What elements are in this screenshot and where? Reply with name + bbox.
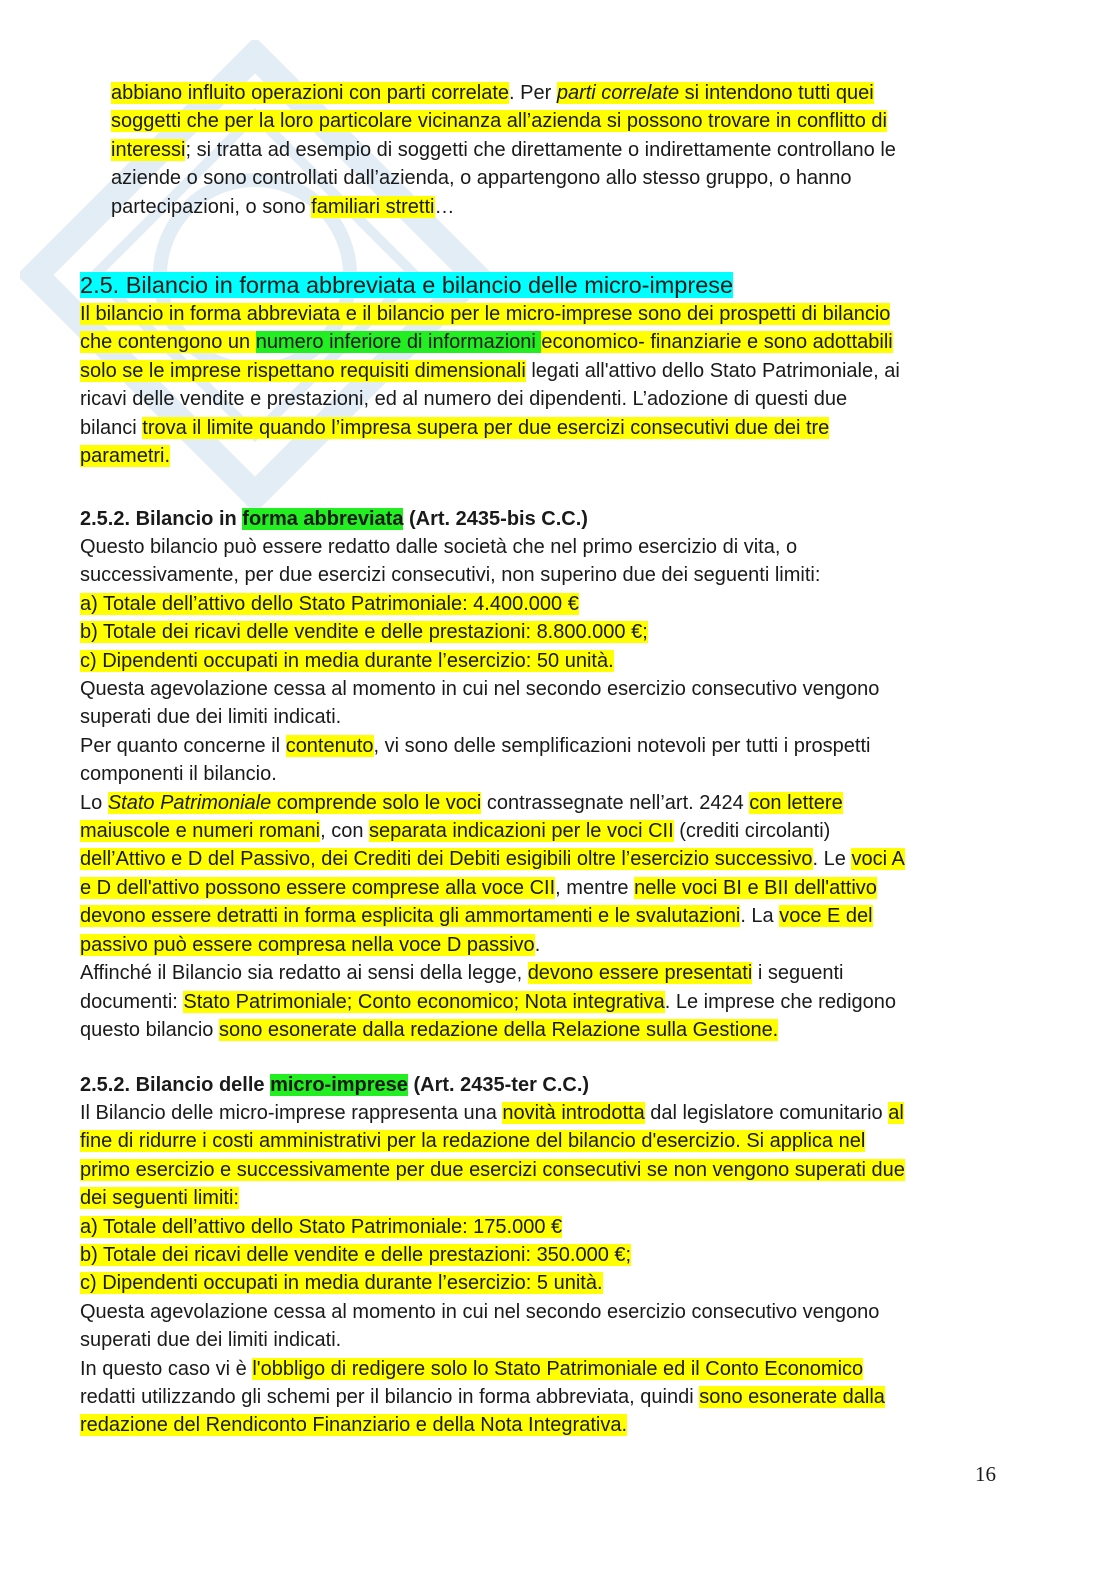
highlight: familiari stretti xyxy=(311,195,435,218)
text: contrassegnate nell’art. 2424 xyxy=(481,791,750,814)
highlight: contenuto xyxy=(285,734,374,757)
text-line xyxy=(80,1127,1020,1155)
text-line xyxy=(80,817,1020,845)
text-line xyxy=(80,1099,1020,1127)
text: 2.5.2. Bilancio in xyxy=(80,508,243,530)
highlight: Stato Patrimoniale; Conto economico; Nota integrativa xyxy=(183,990,665,1013)
highlight: voci A xyxy=(851,848,905,871)
text-line: superati due dei limiti indicati. xyxy=(80,706,342,729)
text-line xyxy=(111,193,1011,221)
text: Per quanto concerne il xyxy=(80,734,286,757)
text-line: aziende o sono controllati dall’azienda, o appartengono allo stesso gruppo, o hanno xyxy=(111,167,852,190)
list-item xyxy=(80,1269,1020,1297)
text: (Art. 2435-bis C.C.) xyxy=(403,508,588,530)
text: legati all'attivo dello Stato Patrimoniale, ai xyxy=(525,359,900,382)
text: Il Bilancio delle micro-imprese rappresenta una xyxy=(80,1102,503,1124)
highlight: trova il limite quando l’impresa supera per due esercizi consecutivi due dei tre xyxy=(142,416,830,439)
text-line xyxy=(80,931,1020,959)
highlight: solo se le imprese rispettano requisiti dimensionali xyxy=(80,359,526,382)
subsection-title xyxy=(80,505,1020,533)
text-line xyxy=(80,1156,1020,1184)
highlight: a) Totale dell’attivo dello Stato Patrimoniale: 4.400.000 € xyxy=(80,592,579,615)
highlight: separata indicazioni per le voci CII xyxy=(369,820,674,843)
highlight: primo esercizio e successivamente per due esercizi consecutivi se non vengono superati due xyxy=(80,1158,905,1181)
text: . xyxy=(534,933,541,956)
text: Affinché il Bilancio sia redatto ai sensi della legge, xyxy=(80,962,528,985)
text: documenti: xyxy=(80,990,184,1013)
text-line xyxy=(80,1016,1020,1044)
text-line xyxy=(80,1383,1020,1411)
highlight: economico- finanziarie e sono adottabili xyxy=(541,331,893,354)
page-number: 16 xyxy=(975,1462,996,1486)
highlight: nelle voci BI e BII dell'attivo xyxy=(634,876,877,899)
list-item xyxy=(80,618,1020,646)
text-line xyxy=(80,732,1020,760)
section-2-5-2-micro-imprese xyxy=(80,1071,1020,1440)
section-title xyxy=(80,270,1020,300)
text: , con xyxy=(320,820,370,843)
text-line xyxy=(80,1411,1020,1439)
text-line xyxy=(80,357,1020,385)
text-line: successivamente, per due esercizi consecutivi, non superino due dei seguenti limiti: xyxy=(80,564,821,587)
highlight: interessi xyxy=(111,138,186,161)
text-line: Questa agevolazione cessa al momento in cui nel secondo esercizio consecutivo vengono xyxy=(80,1300,880,1323)
text-line xyxy=(80,1184,1020,1212)
highlight: passivo può essere compresa nella voce D passivo xyxy=(80,933,535,956)
highlight: redazione del Rendiconto Finanziario e della Nota Integrativa. xyxy=(80,1414,628,1437)
text: (Art. 2435-ter C.C.) xyxy=(407,1074,590,1096)
highlight: b) Totale dei ricavi delle vendite e delle prestazioni: 350.000 €; xyxy=(80,1244,632,1267)
highlight: devono essere detratti in forma esplicita gli ammortamenti e le svalutazioni xyxy=(80,905,741,928)
text-line: Questa agevolazione cessa al momento in cui nel secondo esercizio consecutivo vengono xyxy=(80,678,880,701)
highlight: c) Dipendenti occupati in media durante l’esercizio: 50 unità. xyxy=(80,649,614,672)
text-line xyxy=(80,300,1020,328)
text: bilanci xyxy=(80,416,143,439)
text-line: componenti il bilancio. xyxy=(80,763,277,786)
highlight: abbiano influito operazioni con parti correlate xyxy=(111,82,510,104)
text-line xyxy=(111,79,1011,107)
highlight: fine di ridurre i costi amministrativi per la redazione del bilancio d'esercizio. Si applica nel xyxy=(80,1130,866,1153)
list-item xyxy=(80,1213,1020,1241)
text-line xyxy=(80,328,1020,356)
list-item xyxy=(80,647,1020,675)
highlight: voce E del xyxy=(779,905,873,928)
text: . Per xyxy=(509,82,557,104)
text: … xyxy=(434,195,455,218)
highlight: al xyxy=(888,1102,904,1124)
highlight: sono esonerate dalla redazione della Relazione sulla Gestione. xyxy=(218,1018,779,1041)
highlight: e D dell'attivo possono essere comprese alla voce CII xyxy=(80,876,556,899)
highlight: si intendono tutti quei xyxy=(679,82,874,104)
text: , vi sono delle semplificazioni notevoli per tutti i prospetti xyxy=(373,734,871,757)
section-title-text: 2.5. Bilancio in forma abbreviata e bilancio delle micro-imprese xyxy=(80,272,734,298)
text-line xyxy=(80,874,1020,902)
text-line: superati due dei limiti indicati. xyxy=(80,1329,342,1352)
highlight: l'obbligo di redigere solo lo Stato Patrimoniale ed il Conto Economico xyxy=(252,1357,864,1380)
highlight: devono essere presentati xyxy=(527,962,753,985)
green-highlight: forma abbreviata xyxy=(242,508,404,530)
text-line: ricavi delle vendite e prestazioni, ed al numero dei dipendenti. L’adozione di questi due xyxy=(80,388,848,411)
highlight: a) Totale dell’attivo dello Stato Patrimoniale: 175.000 € xyxy=(80,1215,563,1238)
text: Lo xyxy=(80,791,108,814)
highlight: soggetti che per la loro particolare vicinanza all’azienda si possono trovare in conflitto di xyxy=(111,110,887,133)
intro-paragraph xyxy=(111,79,1011,221)
highlight: che contengono un xyxy=(80,331,256,354)
text: redatti utilizzando gli schemi per il bilancio in forma abbreviata, quindi xyxy=(80,1386,700,1409)
text: partecipazioni, o sono xyxy=(111,195,312,218)
text: , mentre xyxy=(555,876,635,899)
highlight: b) Totale dei ricavi delle vendite e delle prestazioni: 8.800.000 €; xyxy=(80,621,648,644)
text-line xyxy=(80,902,1020,930)
highlight: sono esonerate dalla xyxy=(699,1386,885,1409)
text: 2.5.2. Bilancio delle xyxy=(80,1074,271,1096)
text-line xyxy=(80,442,1020,470)
list-item xyxy=(80,1241,1020,1269)
highlight: Il bilancio in forma abbreviata e il bilancio per le micro-imprese sono dei prospetti di bilancio xyxy=(80,303,891,325)
green-highlight: micro-imprese xyxy=(270,1074,408,1096)
text-line xyxy=(80,1355,1020,1383)
highlight: con lettere xyxy=(749,791,843,814)
text-line xyxy=(80,414,1020,442)
section-2-5 xyxy=(80,270,1020,470)
highlight: parti correlate xyxy=(556,82,680,104)
text-line xyxy=(111,107,1011,135)
highlight: parametri. xyxy=(80,445,171,468)
text-line xyxy=(80,988,1020,1016)
text: questo bilancio xyxy=(80,1018,219,1041)
text: ; si tratta ad esempio di soggetti che direttamente o indirettamente controllano le xyxy=(185,138,896,161)
highlight: dell’Attivo e D del Passivo, dei Crediti dei Debiti esigibili oltre l’esercizio successivo xyxy=(80,848,813,871)
highlight: comprende solo le voci xyxy=(271,791,482,814)
highlight: c) Dipendenti occupati in media durante l’esercizio: 5 unità. xyxy=(80,1272,603,1295)
text: dal legislatore comunitario xyxy=(644,1102,889,1124)
green-highlight: numero inferiore di informazioni xyxy=(255,331,542,354)
text-line xyxy=(80,959,1020,987)
highlight: Stato Patrimoniale xyxy=(107,791,272,814)
list-item xyxy=(80,590,1020,618)
text: . Le xyxy=(812,848,852,871)
subsection-title xyxy=(80,1071,1020,1099)
highlight: novità introdotta xyxy=(502,1102,645,1124)
highlight: maiuscole e numeri romani xyxy=(80,820,321,843)
highlight: dei seguenti limiti: xyxy=(80,1187,239,1210)
text: . La xyxy=(740,905,780,928)
text-line: Questo bilancio può essere redatto dalle società che nel primo esercizio di vita, o xyxy=(80,536,798,558)
text: . Le imprese che redigono xyxy=(664,990,897,1013)
text-line xyxy=(80,789,1020,817)
text: In questo caso vi è xyxy=(80,1357,253,1380)
text: i seguenti xyxy=(752,962,844,985)
text-line xyxy=(111,136,1011,164)
section-2-5-2-abbreviata xyxy=(80,505,1020,1044)
text: (crediti circolanti) xyxy=(673,820,831,843)
text-line xyxy=(80,845,1020,873)
